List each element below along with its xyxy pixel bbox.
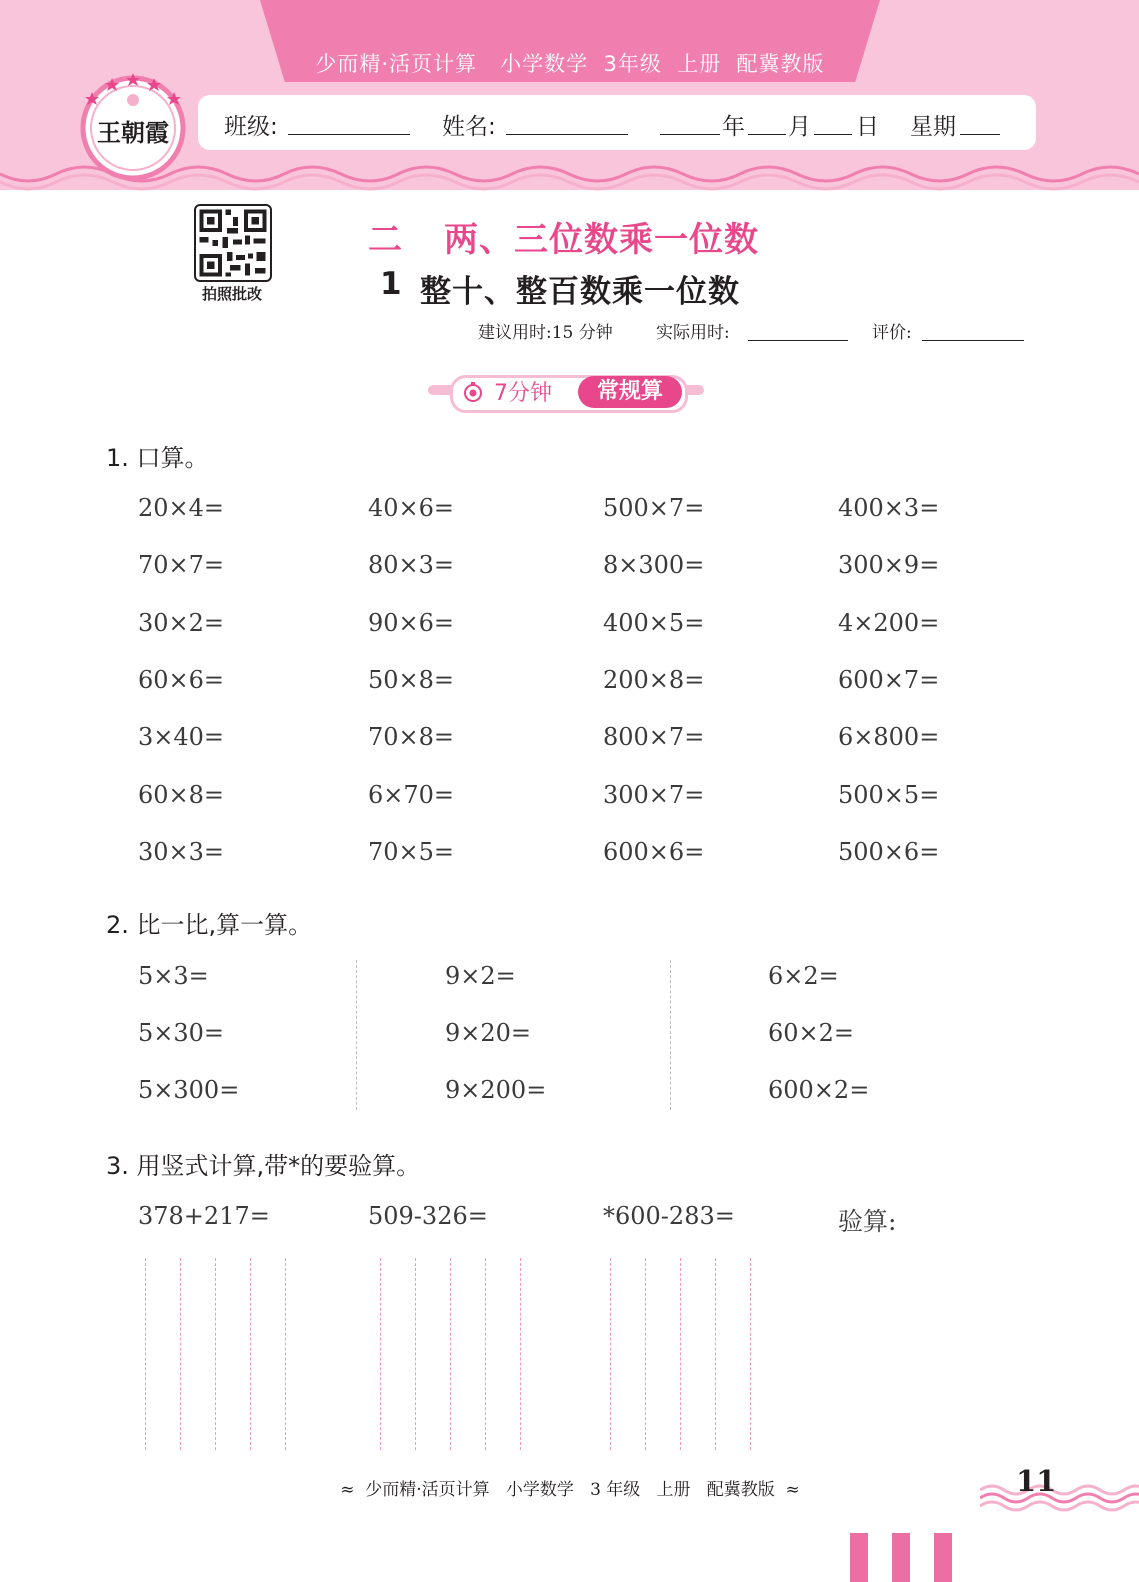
work-guide [250,1258,251,1450]
actual-time-field[interactable] [748,318,848,341]
q1-problem: 200×8= [603,665,705,694]
q1-problem: 6×800= [838,723,940,752]
banner-tag: 常规算 [578,376,682,408]
work-guide [750,1258,751,1450]
year-label: 年 [722,114,745,140]
work-guide [415,1258,416,1450]
q3-item: 378+217= [138,1202,270,1230]
q1-problem: 400×5= [603,608,705,637]
q3-title: 3. 用竖式计算,带*的要验算。 [106,1152,421,1180]
chapter-title: 两、三位数乘一位数 [444,220,759,260]
footer-wave [980,1480,1139,1514]
work-guide [215,1258,216,1450]
q1-problem: 8×300= [603,551,705,580]
weekday-label: 星期 [910,114,956,140]
work-guide [520,1258,521,1450]
q2-problem: 9×2= [445,962,516,990]
q1-problem: 500×6= [838,837,940,866]
month-label: 月 [788,114,811,140]
q1-problem: 800×7= [603,723,705,752]
q1-problem: 300×7= [603,780,705,809]
q1-problem: 90×6= [368,608,455,637]
q1-problem: 50×8= [368,665,455,694]
page-number: 11 [1016,1464,1057,1498]
actual-time-label: 实际用时: [656,323,730,343]
q1-problem: 40×6= [368,494,455,522]
rating-label: 评价: [872,323,912,343]
chapter-number: 二 [368,220,402,260]
q1-problem: 70×8= [368,723,455,752]
rating-field[interactable] [922,318,1024,341]
qr-caption: 拍照批改 [201,285,262,303]
q3-item: 509-326= [368,1202,488,1230]
day-label: 日 [856,114,879,140]
q1-problem: 400×3= [838,494,940,522]
q2-title: 2. 比一比,算一算。 [106,911,313,939]
month-field[interactable] [748,108,786,135]
q1-problem: 70×7= [138,551,225,580]
q1-problem: 4×200= [838,608,940,637]
q2-problem: 6×2= [768,962,839,990]
work-guide [645,1258,646,1450]
year-field[interactable] [660,108,720,135]
work-guide [380,1258,381,1450]
q1-problem: 500×5= [838,780,940,809]
edge-tab [934,1533,952,1582]
q1-problem: 80×3= [368,551,455,580]
qr-pattern [196,206,270,280]
q2-divider [356,960,357,1110]
suggested-time: 建议用时:15 分钟 [478,323,613,343]
work-guide [715,1258,716,1450]
work-guide [285,1258,286,1450]
q2-problem: 9×200= [445,1076,547,1104]
q1-problem: 300×9= [838,551,940,580]
section-title: 整十、整百数乘一位数 [420,274,740,310]
q2-problem: 60×2= [768,1019,855,1047]
q2-problem: 600×2= [768,1076,870,1104]
q2-divider [670,960,671,1110]
q3-check-label: 验算: [838,1207,897,1236]
work-guide [180,1258,181,1450]
work-guide [610,1258,611,1450]
edge-tab [892,1533,910,1582]
q1-problem: 600×7= [838,665,940,694]
q1-problem: 500×7= [603,494,705,522]
footer-text: ≈ 少而精·活页计算 小学数学 3 年级 上册 配冀教版 ≈ [340,1480,800,1500]
q1-problem: 20×4= [138,494,225,522]
q1-problem: 60×8= [138,780,225,809]
q1-problem: 6×70= [368,780,455,809]
q1-problem: 600×6= [603,837,705,866]
q3-item: *600-283= [603,1202,735,1230]
qr-code[interactable] [194,204,272,282]
stopwatch-icon [462,381,484,403]
work-guide [450,1258,451,1450]
q2-problem: 5×30= [138,1019,225,1047]
q1-problem: 70×5= [368,837,455,866]
work-guide [145,1258,146,1450]
q1-problem: 60×6= [138,665,225,694]
banner-time: 7分钟 [494,381,552,406]
logo-wordmark: 王朝霞 [97,118,169,147]
class-field[interactable] [288,108,410,135]
q2-problem: 5×300= [138,1076,240,1104]
q2-problem: 9×20= [445,1019,532,1047]
class-label: 班级: [224,114,278,140]
name-field[interactable] [506,108,628,135]
weekday-field[interactable] [960,108,1000,135]
name-label: 姓名: [442,114,496,140]
q2-problem: 5×3= [138,962,209,990]
work-guide [485,1258,486,1450]
day-field[interactable] [814,108,852,135]
q1-problem: 3×40= [138,723,225,752]
q1-problem: 30×3= [138,837,225,866]
edge-tab [850,1533,868,1582]
q1-title: 1. 口算。 [106,444,209,472]
series-title: 少而精·活页计算 小学数学 3年级 上册 配冀教版 [315,52,825,76]
work-guide [680,1258,681,1450]
section-number: 1 [380,266,402,302]
q1-problem: 30×2= [138,608,225,637]
